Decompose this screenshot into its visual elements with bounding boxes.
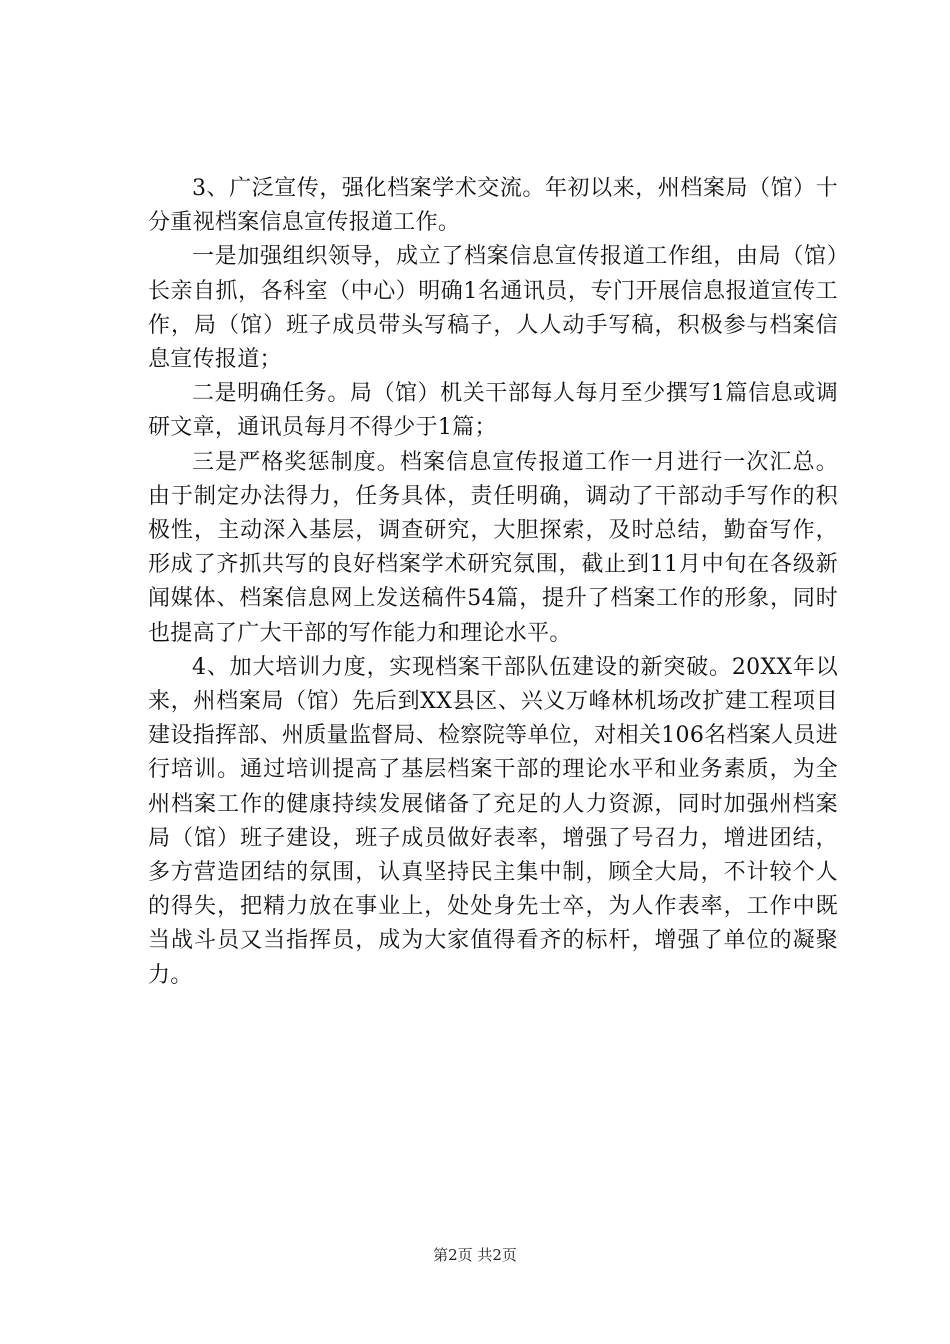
paragraph-rewards: 三是严格奖惩制度。档案信息宣传报道工作一月进行一次汇总。由于制定办法得力，任务具体，责任明确，调动了干部动手写作的积极性，主动深入基层，调查研究，大胆探索，及时总结，勤奋写作，形成了齐抓共写的良好档案学术研究氛围，截止到11月中旬在各级新闻媒体、档案信息网上发送稿件54篇，提升了档案工作的形象，同时也提高了广大干部的写作能力和理论水平。 — [148, 449, 838, 646]
paragraph-publicity: 3、广泛宣传，强化档案学术交流。年初以来，州档案局（馆）十分重视档案信息宣传报道工作。 — [148, 176, 838, 236]
page-footer: 第2页 共2页 — [433, 1246, 517, 1264]
paragraph-organization: 一是加强组织领导，成立了档案信息宣传报道工作组，由局（馆）长亲自抓，各科室（中心）明确1名通讯员，专门开展信息报道宣传工作，局（馆）班子成员带头写稿子，人人动手写稿，积极参与档案信息宣传报道； — [148, 244, 838, 373]
paragraph-tasks: 二是明确任务。局（馆）机关干部每人每月至少撰写1篇信息或调研文章，通讯员每月不得少于1篇； — [148, 381, 838, 441]
paragraph-training: 4、加大培训力度，实现档案干部队伍建设的新突破。20XX年以来，州档案局（馆）先后到XX县区、兴义万峰林机场改扩建工程项目建设指挥部、州质量监督局、检察院等单位，对相关106名档案人员进行培训。通过培训提高了基层档案干部的理论水平和业务素质，为全州档案工作的健康持续发展储备了充足的人力资源，同时加强州档案局（馆）班子建设，班子成员做好表率，增强了号召力，增进团结，多方营造团结的氛围，认真坚持民主集中制，顾全大局，不计较个人的得失，把精力放在事业上，处处身先士卒，为人作表率，工作中既当战斗员又当指挥员，成为大家值得看齐的标杆，增强了单位的凝聚力。 — [148, 654, 838, 988]
document-body — [148, 172, 838, 993]
